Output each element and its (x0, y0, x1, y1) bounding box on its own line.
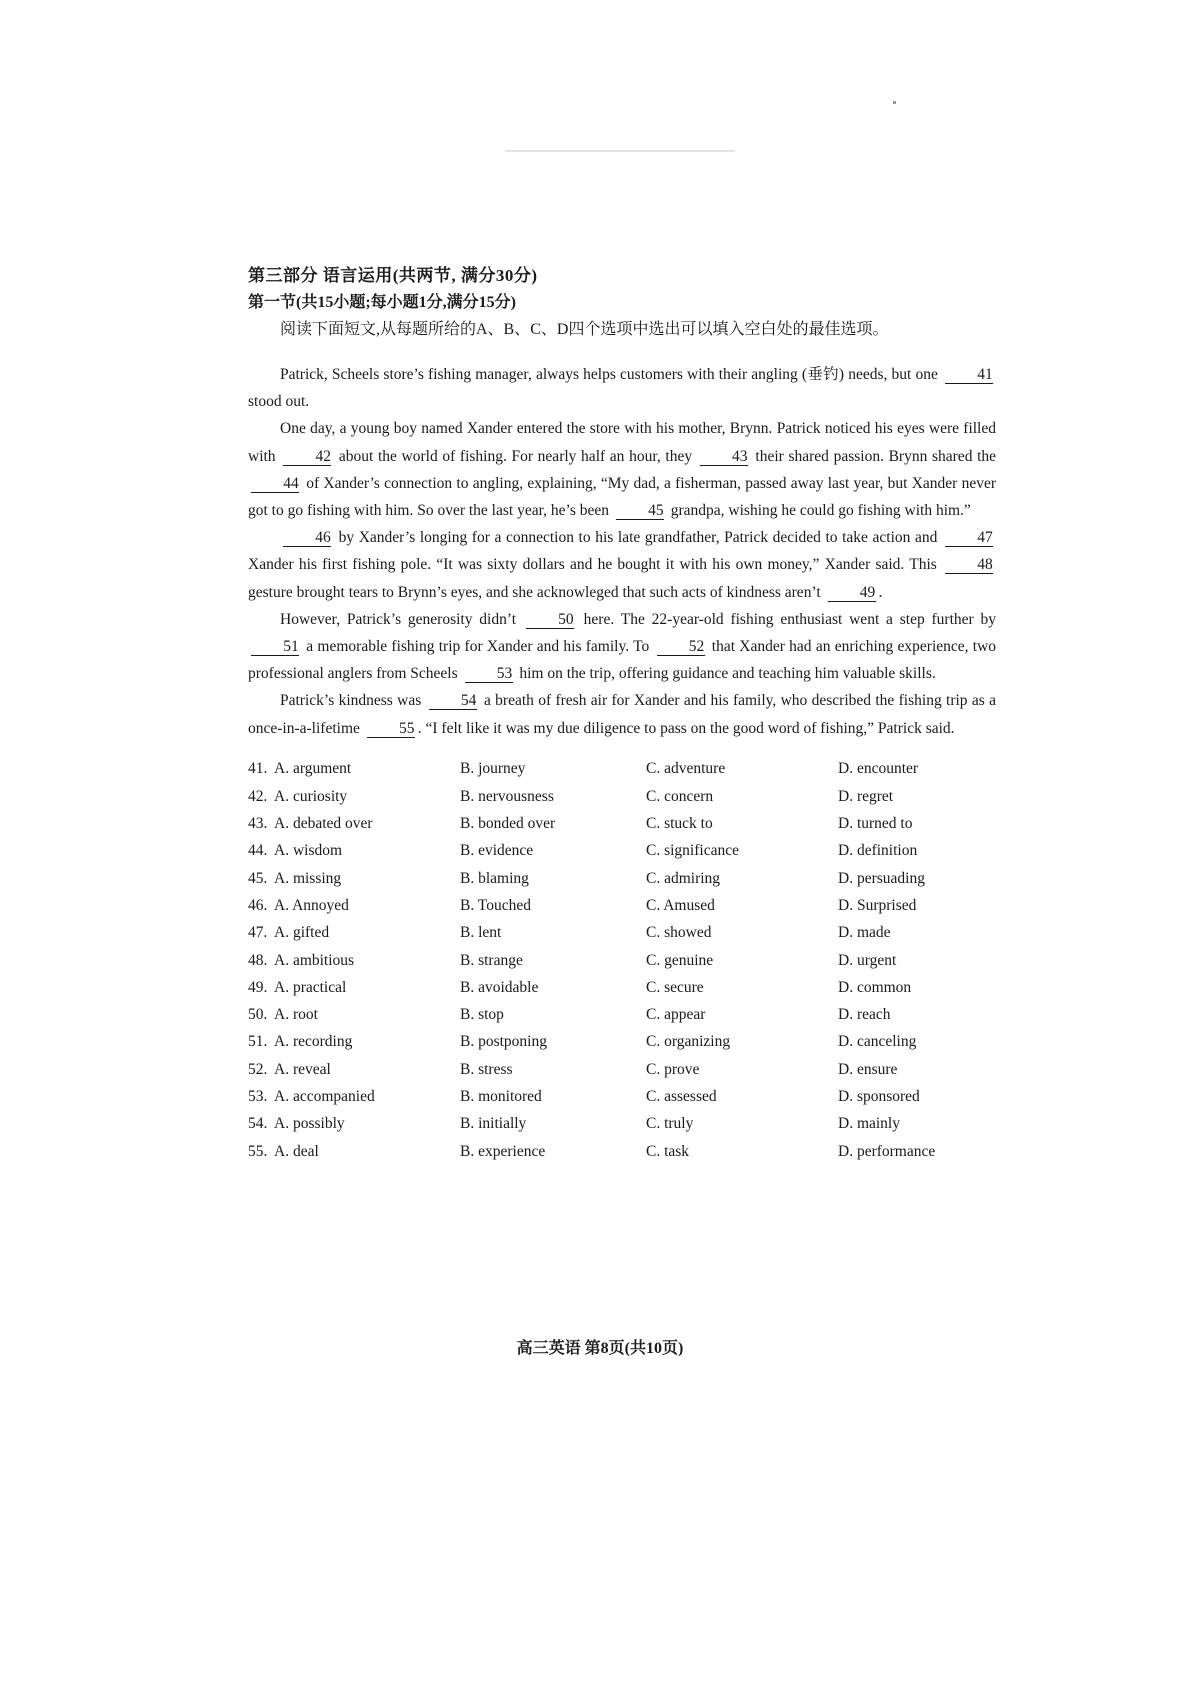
passage-text: . “I felt like it was my due diligence to pass on the good word of fishing,” Patrick said. (417, 719, 955, 737)
question-number: 50. (248, 1006, 268, 1024)
blank-49: 49 (828, 584, 876, 602)
answer-options (248, 756, 996, 1165)
passage (248, 361, 996, 742)
option-c: C. genuine (646, 951, 714, 969)
option-c: C. Amused (646, 896, 715, 914)
passage-text: Xander his first fishing pole. “It was sixty dollars and he bought it with his own money,” Xander said. This (248, 556, 937, 574)
option-b: B. experience (460, 1142, 546, 1160)
option-row (248, 1029, 996, 1056)
option-d: D. ensure (838, 1060, 898, 1078)
option-row (248, 892, 996, 919)
page-footer: 高三英语 第8页(共10页) (516, 1340, 684, 1357)
passage-text: stood out. (248, 393, 310, 411)
option-c: C. significance (646, 842, 739, 860)
option-c: C. truly (646, 1115, 694, 1133)
content-area (248, 262, 996, 1165)
option-b: B. strange (460, 951, 523, 969)
option-row (248, 810, 996, 837)
passage-paragraph-4 (248, 606, 996, 688)
blank-47: 47 (945, 529, 993, 547)
option-b: B. lent (460, 924, 502, 942)
passage-text: Patrick’s kindness was (280, 692, 422, 710)
passage-text: here. The 22-year-old fishing enthusiast went a step further by (583, 610, 996, 628)
option-c: C. secure (646, 978, 704, 996)
blank-45: 45 (616, 502, 664, 520)
option-d: D. turned to (838, 815, 913, 833)
option-row (248, 756, 996, 783)
option-a: A. wisdom (274, 842, 343, 860)
option-a: A. Annoyed (274, 896, 349, 914)
blank-55: 55 (367, 720, 415, 738)
option-b: B. stop (460, 1006, 504, 1024)
question-number: 45. (248, 869, 268, 887)
option-row (248, 1056, 996, 1083)
option-b: B. initially (460, 1115, 527, 1133)
option-c: C. prove (646, 1060, 700, 1078)
option-row (248, 838, 996, 865)
scan-speck (893, 101, 896, 104)
option-b: B. avoidable (460, 978, 539, 996)
option-row (248, 1138, 996, 1165)
option-d: D. canceling (838, 1033, 917, 1051)
option-d: D. Surprised (838, 896, 917, 914)
option-d: D. urgent (838, 951, 897, 969)
passage-text: by Xander’s longing for a connection to his late grandfather, Patrick decided to take action and (338, 529, 938, 547)
option-b: B. postponing (460, 1033, 547, 1051)
option-b: B. stress (460, 1060, 513, 1078)
passage-text: However, Patrick’s generosity didn’t (280, 610, 517, 628)
option-a: A. deal (274, 1142, 319, 1160)
question-number: 44. (248, 842, 268, 860)
option-d: D. persuading (838, 869, 925, 887)
option-d: D. made (838, 924, 891, 942)
option-c: C. concern (646, 787, 714, 805)
blank-54: 54 (429, 692, 477, 710)
option-c: C. showed (646, 924, 712, 942)
option-d: D. reach (838, 1006, 891, 1024)
question-number: 43. (248, 815, 268, 833)
option-c: C. task (646, 1142, 690, 1160)
option-b: B. Touched (460, 896, 531, 914)
option-row (248, 1083, 996, 1110)
question-number: 55. (248, 1142, 268, 1160)
option-d: D. regret (838, 787, 894, 805)
option-a: A. possibly (274, 1115, 345, 1133)
blank-42: 42 (283, 448, 331, 466)
option-a: A. recording (274, 1033, 353, 1051)
faint-bleed-line (505, 150, 735, 152)
question-number: 52. (248, 1060, 268, 1078)
option-c: C. appear (646, 1006, 706, 1024)
passage-text: him on the trip, offering guidance and teaching him valuable skills. (519, 665, 936, 683)
option-b: B. evidence (460, 842, 534, 860)
section-subtitle: 第一节(共15小题;每小题1分,满分15分) (248, 294, 516, 311)
passage-text: their shared passion. Brynn shared the (755, 447, 997, 465)
option-a: A. argument (274, 760, 352, 778)
passage-text: gesture brought tears to Brynn’s eyes, and she acknowleged that such acts of kindness aren’t (248, 583, 821, 601)
option-a: A. debated over (274, 815, 373, 833)
passage-text: a memorable fishing trip for Xander and his family. To (306, 638, 650, 656)
option-b: B. journey (460, 760, 526, 778)
passage-paragraph-5 (248, 687, 996, 741)
blank-44: 44 (251, 475, 299, 493)
option-row (248, 1002, 996, 1029)
question-number: 48. (248, 951, 268, 969)
option-row (248, 1111, 996, 1138)
question-number: 53. (248, 1088, 268, 1106)
option-d: D. encounter (838, 760, 919, 778)
option-a: A. missing (274, 869, 342, 887)
question-number: 41. (248, 760, 268, 778)
passage-text: about the world of fishing. For nearly half an hour, they (338, 447, 693, 465)
blank-46: 46 (283, 529, 331, 547)
blank-53: 53 (465, 665, 513, 683)
option-row (248, 974, 996, 1001)
blank-41: 41 (945, 366, 993, 384)
option-a: A. practical (274, 978, 347, 996)
option-a: A. accompanied (274, 1088, 375, 1106)
passage-text: Patrick, Scheels store’s fishing manager, always helps customers with their angling (垂钓) needs, but one (280, 366, 938, 383)
section-title: 第三部分 语言运用(共两节, 满分30分) (248, 266, 538, 285)
option-d: D. sponsored (838, 1088, 920, 1106)
option-a: A. ambitious (274, 951, 355, 969)
question-number: 46. (248, 896, 268, 914)
blank-52: 52 (657, 638, 705, 656)
blank-48: 48 (945, 556, 993, 574)
option-d: D. performance (838, 1142, 936, 1160)
option-d: D. mainly (838, 1115, 900, 1133)
passage-text: of Xander’s connection to angling, explaining, “My dad, a fisherman, passed away last year, but Xander never got to go fishing with him. So over the last year, he’s been (248, 474, 997, 520)
passage-text: a breath of fresh air for Xander and his family, who described the fishing trip as a once-in-a-lifetime (248, 692, 997, 737)
blank-43: 43 (700, 448, 748, 466)
blank-50: 50 (526, 611, 574, 629)
option-row (248, 920, 996, 947)
option-a: A. root (274, 1006, 318, 1024)
question-number: 51. (248, 1033, 268, 1051)
passage-paragraph-2 (248, 415, 996, 524)
question-number: 49. (248, 978, 268, 996)
passage-text: One day, a young boy named Xander entered the store with his mother, Brynn. Patrick noticed his eyes were filled with (248, 420, 996, 465)
blank-51: 51 (251, 638, 299, 656)
passage-text: . (878, 583, 883, 601)
option-row (248, 947, 996, 974)
option-c: C. assessed (646, 1088, 717, 1106)
question-number: 54. (248, 1115, 268, 1133)
passage-paragraph-1 (248, 361, 996, 415)
option-b: B. nervousness (460, 787, 554, 805)
option-b: B. bonded over (460, 815, 556, 833)
passage-text: that Xander had an enriching experience, two professional anglers from Scheels (248, 638, 997, 683)
passage-text: grandpa, wishing he could go fishing with him.” (670, 502, 971, 520)
option-row (248, 865, 996, 892)
option-d: D. definition (838, 842, 918, 860)
option-c: C. organizing (646, 1033, 731, 1051)
option-c: C. stuck to (646, 815, 713, 833)
option-a: A. gifted (274, 924, 330, 942)
option-b: B. blaming (460, 869, 529, 887)
option-c: C. admiring (646, 869, 721, 887)
option-a: A. curiosity (274, 787, 348, 805)
question-number: 42. (248, 787, 268, 805)
option-c: C. adventure (646, 760, 726, 778)
option-a: A. reveal (274, 1060, 331, 1078)
option-d: D. common (838, 978, 912, 996)
question-number: 47. (248, 924, 268, 942)
option-row (248, 783, 996, 810)
passage-paragraph-3 (248, 524, 996, 606)
option-b: B. monitored (460, 1088, 542, 1106)
instruction-text: 阅读下面短文,从每题所给的A、B、C、D四个选项中选出可以填入空白处的最佳选项。 (280, 321, 889, 338)
